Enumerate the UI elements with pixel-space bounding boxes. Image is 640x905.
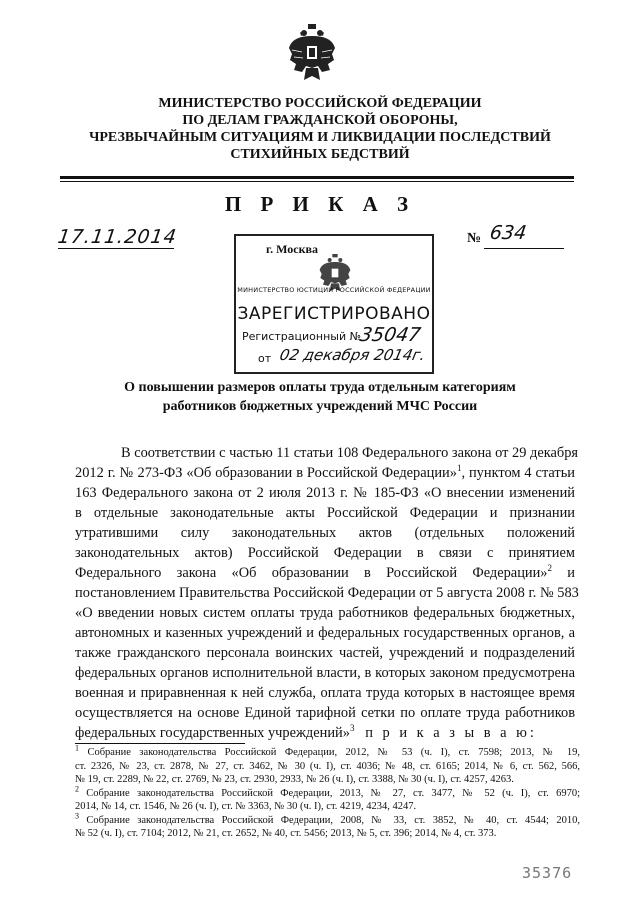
footnote-line: 2014, № 14, ст. 1546, № 26 (ч. I), ст. № 3363, № 30 (ч. I), ст. 4219, 4234, 4247. (75, 801, 417, 812)
footnote-text: Собрание законодательства Российской Федерации, 2008, № 33, ст. 3852, № 40, ст. 4544; 2010, (86, 814, 580, 826)
header-rule-thin (60, 181, 574, 182)
ministry-line: ЧРЕЗВЫЧАЙНЫМ СИТУАЦИЯМ И ЛИКВИДАЦИИ ПОСЛЕДСТВИЙ (89, 130, 551, 145)
ministry-line: МИНИСТЕРСТВО РОССИЙСКОЙ ФЕДЕРАЦИИ (158, 96, 482, 111)
body-line (75, 723, 575, 743)
body-line: законодательных актов) Российской Федерации в связи с принятием (75, 545, 575, 561)
subject-line: О повышении размеров оплаты труда отдельным категориям (124, 380, 516, 395)
footnote-mark: 3 (75, 811, 79, 820)
body-line: утратившими силу законодательных актов (отдельных положений (75, 525, 575, 541)
body-line (75, 463, 575, 483)
body-line (75, 563, 575, 583)
footnote-separator (75, 743, 245, 744)
ministry-line: СТИХИЙНЫХ БЕДСТВИЙ (230, 147, 410, 162)
stamp-reg-number-label: Регистрационный № (242, 330, 362, 343)
date-underline (58, 248, 174, 249)
body-line: «О введении новых систем оплаты труда работников федеральных бюджетных, (75, 605, 575, 621)
body-line: 163 Федерального закона от 2 июля 2013 г. № 185-ФЗ «О внесении изменений (75, 485, 575, 501)
body-line: осуществляется на основе Единой тарифной сетки по оплате труда работников (75, 705, 575, 721)
order-number-label: № (467, 231, 482, 246)
stamp-from-date: 02 декабря 2014г. (278, 346, 428, 364)
stamp-from-label: от (258, 352, 272, 365)
subject-line: работников бюджетных учреждений МЧС России (162, 399, 478, 414)
closing-phrase: п р и к а з ы в а ю: (365, 725, 537, 741)
footnote-line: ст. 2326, № 23, ст. 2878, № 27, ст. 3462, № 30 (ч. I), ст. 4036; № 48, ст. 6165; 2014, № 6, ст. 562, 566, (75, 760, 580, 772)
body-line: автономных и казенных учреждений и федеральных государственных органов, а (75, 625, 575, 641)
body-line: постановлением Правительства Российской Федерации от 5 августа 2008 г. № 583 (75, 585, 579, 601)
body-line: В соответствии с частью 11 статьи 108 Федерального закона от 29 декабря (121, 445, 579, 461)
footnote-line (75, 811, 580, 828)
footnote-mark: 1 (75, 743, 79, 753)
footnote-mark: 2 (75, 784, 79, 793)
body-line-text: федеральных государственных учреждений» (75, 725, 350, 741)
footnote-line (75, 743, 581, 760)
stamp-registered-label: ЗАРЕГИСТРИРОВАНО (237, 304, 431, 324)
body-line-text: и (552, 565, 575, 581)
number-underline (484, 248, 564, 249)
body-line-text: , пунктом 4 статьи (461, 465, 575, 481)
footnote-ref: 3 (349, 723, 355, 734)
order-number: 634 (488, 222, 528, 244)
footnote-line: № 52 (ч. I), ст. 7104; 2012, № 21, ст. 2652, № 40, ст. 5456; 2013, № 5, ст. 396; 2014, № 4, ст. 373. (75, 828, 497, 839)
page-stamp-number: 35376 (522, 864, 573, 882)
footnote-line (75, 784, 581, 801)
order-subject (40, 378, 600, 416)
footnote-text: Собрание законодательства Российской Федерации, 2013, № 27, ст. 3477, № 52 (ч. I), ст. 6970; (86, 787, 581, 799)
footnote-line: № 19, ст. 2289, № 22, ст. 2769, № 23, ст. 2930, 2933, № 26 (ч. I), ст. 3388, № 30 (ч. I), ст. 4257, 4263. (75, 774, 514, 785)
body-line-text: 2012 г. № 273-ФЗ «Об образовании в Российской Федерации» (75, 465, 457, 481)
footnote-ref: 1 (456, 463, 462, 474)
ministry-name (40, 95, 600, 163)
order-body (75, 443, 579, 743)
eagle-emblem-icon (288, 24, 336, 84)
city-label: г. Москва (266, 242, 318, 256)
body-line: федеральных органов исполнительной власти, в которых законом предусмотрена (75, 665, 575, 681)
order-date: 17.11.2014 (56, 226, 179, 248)
ministry-line: ПО ДЕЛАМ ГРАЖДАНСКОЙ ОБОРОНЫ, (182, 113, 458, 128)
header-rule (60, 176, 574, 179)
body-line-text: Федерального закона «Об образовании в Российской Федерации» (75, 565, 548, 581)
body-line: военная и приравненная к ней служба, оплата труда которых в настоящее время (75, 685, 575, 701)
registration-stamp (234, 234, 434, 374)
body-line: также гражданского персонала воинских частей, учреждений и подразделений (75, 645, 575, 661)
body-line: в отдельные законодательные акты Российской Федерации и признании (75, 505, 575, 521)
footnote-ref: 2 (547, 563, 552, 574)
stamp-reg-number: 35047 (358, 324, 423, 346)
stamp-ministry-name: МИНИСТЕРСТВО ЮСТИЦИИ РОССИЙСКОЙ ФЕДЕРАЦИИ (237, 286, 431, 294)
footnote-text: Собрание законодательства Российской Федерации, 2012, № 53 (ч. I), ст. 7598; 2013, № 19, (87, 747, 581, 758)
footnotes (75, 743, 581, 841)
document-title: П Р И К А З (224, 192, 416, 216)
